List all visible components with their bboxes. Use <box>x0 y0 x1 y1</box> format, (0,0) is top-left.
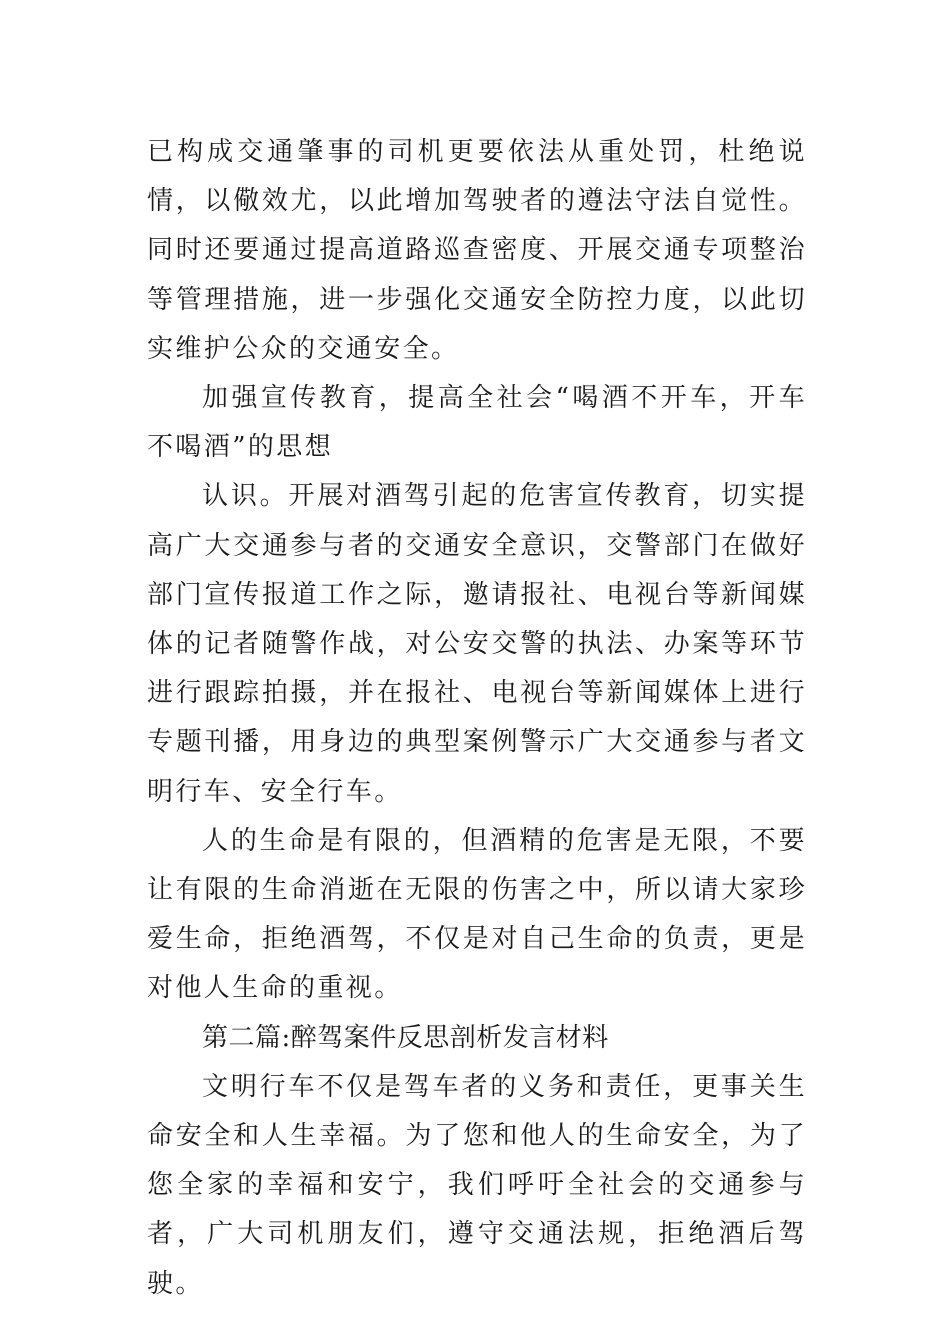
paragraph-civilized-driving: 文明行车不仅是驾车者的义务和责任，更事关生命安全和人生幸福。为了您和他人的生命安全，为了您全家的幸福和安宁，我们呼吁全社会的交通参与者，广大司机朋友们，遵守交通法规，拒绝酒后驾驶。 <box>147 1071 807 1299</box>
paragraph-penalty: 已构成交通肇事的司机更要依法从重处罚，杜绝说情，以儆效尤，以此增加驾驶者的遵法守法自觉性。同时还要通过提高道路巡查密度、开展交通专项整治等管理措施，进一步强化交通安全防控力度，以此切实维护公众的交通安全。 <box>147 137 807 364</box>
document-body <box>147 128 807 1309</box>
section-title: 第二篇:醉驾案件反思剖析发言材料 <box>202 1022 609 1053</box>
paragraph-publicity-heading: 加强宣传教育，提高全社会“喝酒不开车，开车不喝酒”的思想 <box>147 383 807 463</box>
paragraph-awareness: 认识。开展对酒驾引起的危害宣传教育，切实提高广大交通参与者的交通安全意识，交警部门在做好部门宣传报道工作之际，邀请报社、电视台等新闻媒体的记者随警作战，对公安交警的执法、办案等环节进行跟踪拍摄，并在报社、电视台等新闻媒体上进行专题刊播，用身边的典型案例警示广大交通参与者文明行车、安全行车。 <box>147 481 807 807</box>
paragraph-cherish-life: 人的生命是有限的，但酒精的危害是无限，不要让有限的生命消逝在无限的伤害之中，所以请大家珍爱生命，拒绝酒驾，不仅是对自己生命的负责，更是对他人生命的重视。 <box>147 825 807 1004</box>
